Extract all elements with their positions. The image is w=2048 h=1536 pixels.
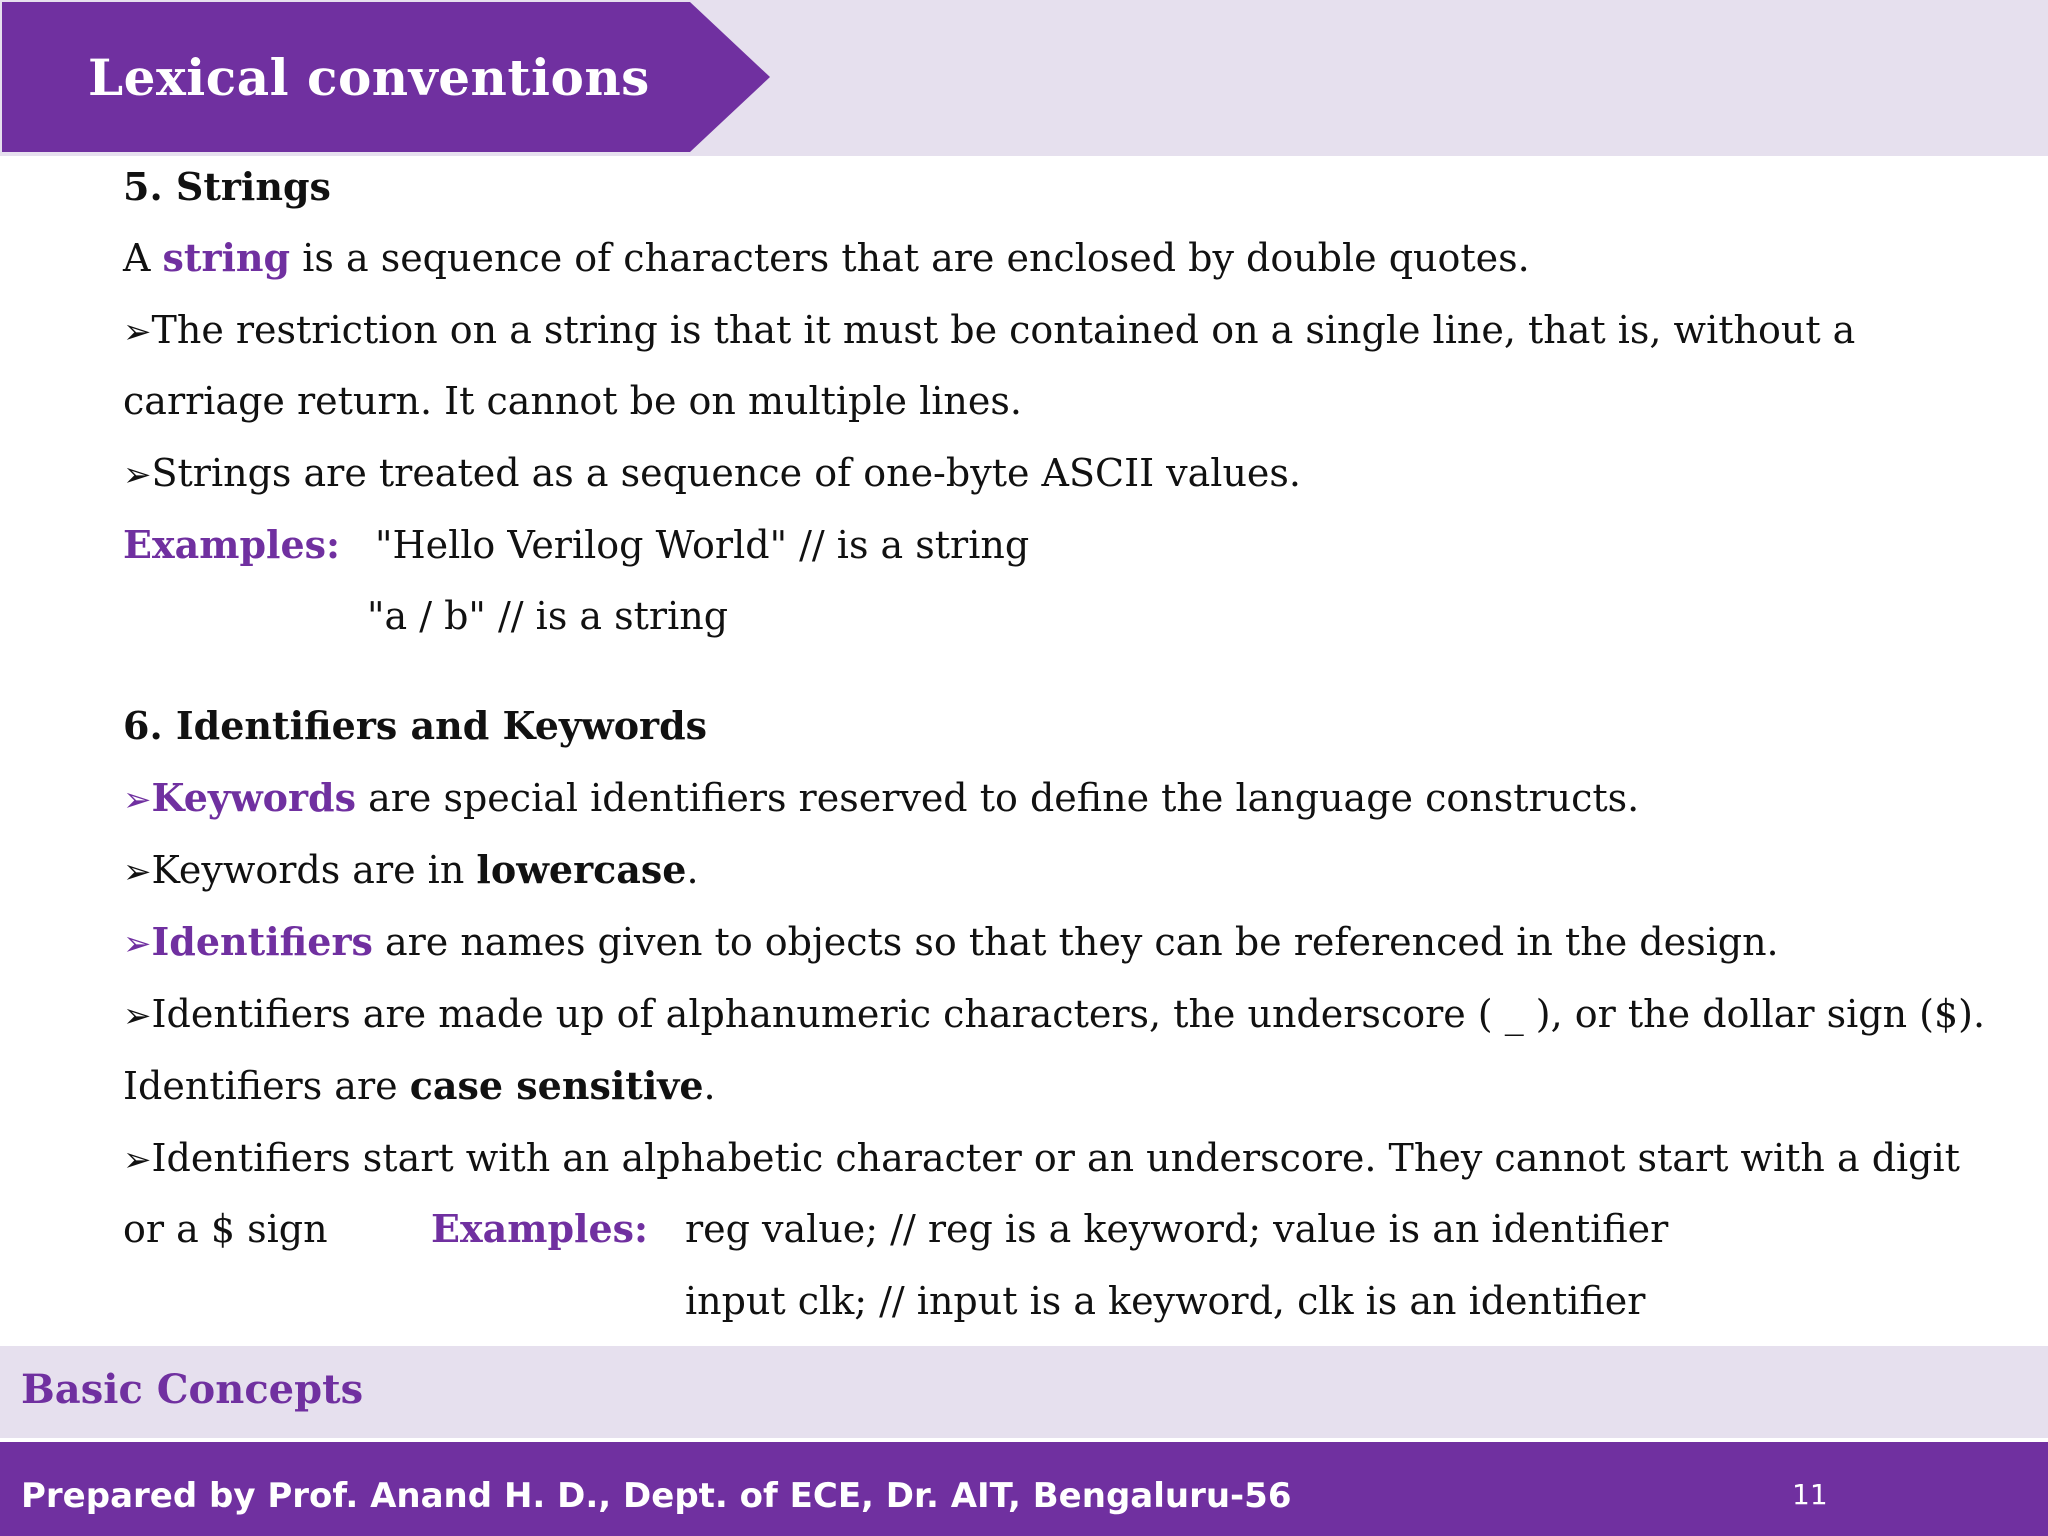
arrowhead-bullet-icon: ➢ (123, 1140, 152, 1180)
case-term: case sensitive (409, 1063, 704, 1108)
lowercase-prefix: Keywords are in (151, 848, 477, 892)
arrowhead-bullet-icon: ➢ (123, 780, 152, 820)
keywords-term: Keywords (151, 775, 356, 820)
keywords-rest: are special identifiers reserved to define the language constructs. (356, 776, 1640, 820)
identifiers-term: Identifiers (151, 919, 373, 964)
arrowhead-bullet-icon: ➢ (123, 996, 152, 1036)
string-restriction-bullet (123, 306, 1855, 356)
identifiers-example-2: input clk; // input is a keyword, clk is an identifier (685, 1279, 1646, 1323)
string-term: string (162, 235, 291, 280)
start-text: Identifiers start with an alphabetic character or an underscore. They cannot start with a digit (151, 1136, 1960, 1180)
keywords-bullet (123, 774, 1639, 824)
lowercase-suffix: . (686, 848, 699, 892)
string-definition (123, 234, 1530, 282)
strings-example-1: "Hello Verilog World" // is a string (375, 523, 1030, 567)
arrowhead-bullet-icon: ➢ (123, 924, 152, 964)
arrowhead-bullet-icon: ➢ (123, 455, 152, 495)
identifier-chars-bullet (123, 990, 1985, 1040)
ascii-text: Strings are treated as a sequence of one-byte ASCII values. (151, 451, 1301, 495)
definition-rest: is a sequence of characters that are enclosed by double quotes. (290, 236, 1530, 280)
section-label: Basic Concepts (21, 1366, 364, 1413)
definition-prefix: A (123, 236, 163, 280)
strings-examples-label: Examples: (123, 522, 341, 567)
chars-text: Identifiers are made up of alphanumeric characters, the underscore ( _ ), or the dollar sign ($). (151, 992, 1986, 1036)
restriction-line1: The restriction on a string is that it must be contained on a single line, that is, without a (151, 308, 1856, 352)
start-continuation: or a $ sign (123, 1207, 328, 1251)
footer-credit: Prepared by Prof. Anand H. D., Dept. of ECE, Dr. AIT, Bengaluru-56 (21, 1476, 1292, 1516)
arrowhead-bullet-icon: ➢ (123, 852, 152, 892)
identifiers-example-1: reg value; // reg is a keyword; value is an identifier (685, 1207, 1669, 1251)
strings-example-2: "a / b" // is a string (367, 594, 729, 638)
restriction-line2: carriage return. It cannot be on multiple lines. (123, 379, 1022, 423)
arrowhead-bullet-icon: ➢ (123, 312, 152, 352)
identifiers-bullet (123, 918, 1779, 968)
identifiers-examples-label: Examples: (431, 1206, 649, 1251)
strings-heading: 5. Strings (123, 164, 331, 209)
case-prefix: Identifiers are (123, 1064, 410, 1108)
identifiers-heading: 6. Identifiers and Keywords (123, 703, 708, 748)
page-number: 11 (1792, 1478, 1828, 1511)
lowercase-term: lowercase (476, 847, 687, 892)
lowercase-bullet (123, 846, 699, 896)
identifier-start-bullet (123, 1134, 1960, 1184)
slide-title: Lexical conventions (88, 48, 650, 107)
string-ascii-bullet (123, 449, 1301, 499)
case-sensitive-line (123, 1062, 716, 1110)
case-suffix: . (703, 1064, 716, 1108)
identifiers-rest: are names given to objects so that they can be referenced in the design. (372, 920, 1779, 964)
